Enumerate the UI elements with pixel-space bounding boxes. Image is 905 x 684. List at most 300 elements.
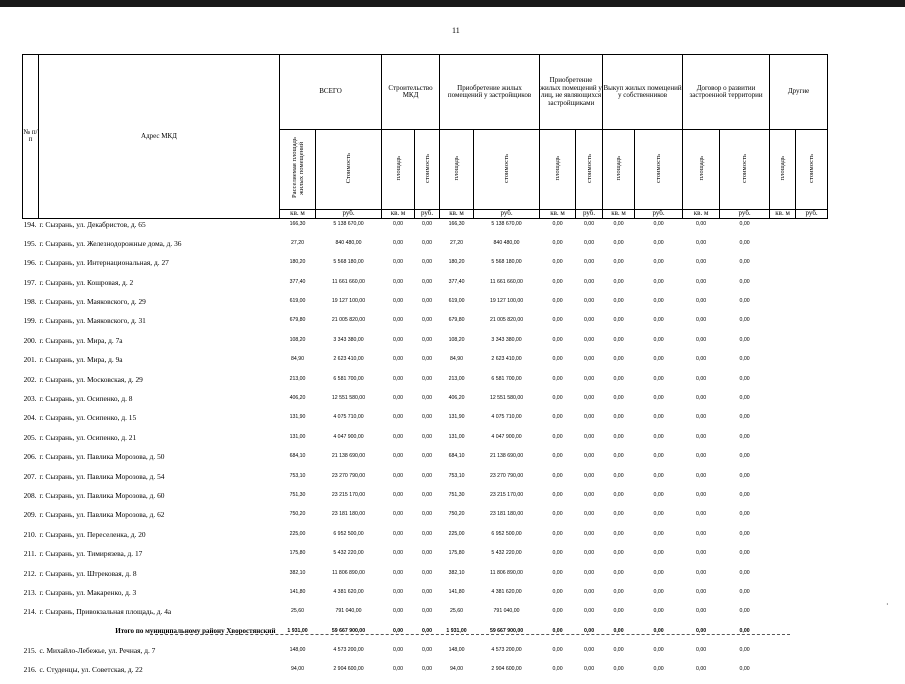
value-cell xyxy=(770,238,796,257)
value-cell: 0,00 xyxy=(583,375,595,382)
value-cell xyxy=(770,626,796,645)
value-cell: 84,90 xyxy=(291,356,304,363)
address-cell xyxy=(23,354,280,373)
value-cell: 0,00 xyxy=(653,530,664,537)
value-cell: 406,20 xyxy=(448,395,465,402)
value-cell: 131,00 xyxy=(448,433,465,440)
table-row xyxy=(23,432,828,451)
address-cell xyxy=(23,393,280,412)
value-cell: 0,00 xyxy=(552,395,563,402)
address-text: г. Сызрань, ул. Павлика Морозова, д. 60 xyxy=(39,490,165,500)
address-text: г. Сызрань, ул. Осипенко, д. 15 xyxy=(39,413,137,423)
value-cell: 0,00 xyxy=(392,259,404,266)
value-cell: 0,00 xyxy=(696,375,707,382)
value-cell: 5 432 220,00 xyxy=(491,550,522,557)
value-cell: 0,00 xyxy=(552,336,563,343)
address-cell xyxy=(23,529,280,548)
value-cell xyxy=(796,393,828,412)
row-number: 215. xyxy=(23,646,37,656)
value-cell: 0,00 xyxy=(392,298,404,305)
subheader-cost-total: Стоимость xyxy=(316,130,382,210)
address-text: г. Сызрань, Привокзальная площадь, д. 4а xyxy=(39,607,172,617)
address-cell xyxy=(23,412,280,431)
value-cell: 0,00 xyxy=(653,491,664,498)
unit-cell: руб. xyxy=(796,209,828,218)
value-cell: 0,00 xyxy=(583,588,595,595)
table-row xyxy=(23,257,828,276)
value-cell: 11 661 660,00 xyxy=(490,278,523,285)
value-cell: 0,00 xyxy=(552,588,563,595)
value-cell xyxy=(770,393,796,412)
value-cell: 84,90 xyxy=(450,356,464,363)
row-number: 209. xyxy=(23,510,37,520)
value-cell: 0,00 xyxy=(613,298,624,305)
address-text: г. Сызрань, ул. Павлика Морозова, д. 54 xyxy=(39,471,165,481)
value-cell: 0,00 xyxy=(552,453,563,460)
value-cell xyxy=(770,296,796,315)
value-cell xyxy=(796,374,828,393)
value-cell: 0,00 xyxy=(421,336,433,343)
value-cell: 0,00 xyxy=(739,278,750,285)
value-cell: 0,00 xyxy=(392,278,404,285)
value-cell: 5 568 180,00 xyxy=(333,259,364,266)
table-row xyxy=(23,277,828,296)
address-cell xyxy=(23,296,280,315)
value-cell: 751,30 xyxy=(448,491,465,498)
value-cell: 0,00 xyxy=(739,569,750,576)
address-text: г. Сызрань, ул. Московская, д. 29 xyxy=(39,374,143,384)
value-cell xyxy=(770,335,796,354)
address-text: г. Сызрань, ул. Мира, д. 7а xyxy=(39,335,123,345)
row-number: 195. xyxy=(23,238,37,248)
value-cell: 619,00 xyxy=(448,298,465,305)
value-cell: 0,00 xyxy=(421,298,433,305)
value-cell: 0,00 xyxy=(583,239,595,246)
value-cell: 0,00 xyxy=(552,491,563,498)
value-cell: 0,00 xyxy=(583,511,595,518)
unit-cell: кв. м xyxy=(280,209,316,218)
value-cell: 3 343 380,00 xyxy=(333,336,364,343)
address-cell xyxy=(23,606,280,625)
value-cell: 131,90 xyxy=(448,414,465,421)
value-cell: 0,00 xyxy=(653,608,664,615)
value-cell: 0,00 xyxy=(583,433,595,440)
value-cell: 131,00 xyxy=(289,433,306,440)
value-cell: 23 181 180,00 xyxy=(331,511,366,518)
value-cell: 0,00 xyxy=(739,666,750,673)
table-row xyxy=(23,490,828,509)
value-cell: 175,80 xyxy=(289,550,306,557)
value-cell: 23 215 170,00 xyxy=(489,491,524,498)
value-cell: 0,00 xyxy=(739,375,750,382)
value-cell: 23 215 170,00 xyxy=(331,491,366,498)
value-cell xyxy=(770,509,796,528)
address-cell xyxy=(23,548,280,567)
value-cell: 4 075 710,00 xyxy=(333,414,364,421)
value-cell: 0,00 xyxy=(392,356,404,363)
value-cell: 0,00 xyxy=(613,491,624,498)
address-text: г. Сызрань, ул. Маяковского, д. 29 xyxy=(39,297,146,307)
row-number: 200. xyxy=(23,335,37,345)
value-cell xyxy=(796,645,828,664)
value-cell: 0,00 xyxy=(583,666,595,673)
row-number: 194. xyxy=(23,219,37,229)
value-cell: 0,00 xyxy=(583,298,595,305)
value-cell: 751,30 xyxy=(289,491,306,498)
value-cell: 0,00 xyxy=(696,511,707,518)
value-cell: 5 138 670,00 xyxy=(333,220,364,227)
value-cell: 0,00 xyxy=(613,278,624,285)
table-header xyxy=(23,55,828,219)
value-cell: 0,00 xyxy=(583,395,595,402)
address-text: г. Сызрань, ул. Тимирязева, д. 17 xyxy=(39,549,143,559)
value-cell xyxy=(770,664,796,683)
header-group-other: Другие xyxy=(770,55,828,130)
row-number: 214. xyxy=(23,607,37,617)
value-cell: 0,00 xyxy=(552,608,563,615)
row-number: 196. xyxy=(23,258,37,268)
row-number: 212. xyxy=(23,568,37,578)
value-cell xyxy=(796,568,828,587)
value-cell: 0,00 xyxy=(613,453,624,460)
value-cell xyxy=(796,490,828,509)
row-number: 210. xyxy=(23,529,37,539)
unit-cell: кв. м xyxy=(603,209,635,218)
table-row xyxy=(23,529,828,548)
value-cell: 619,00 xyxy=(289,298,306,305)
value-cell: 0,00 xyxy=(583,472,595,479)
value-cell: 0,00 xyxy=(552,375,563,382)
address-text: с. Михайло-Лебежье, ул. Речная, д. 7 xyxy=(39,646,156,656)
value-cell: 0,00 xyxy=(613,511,624,518)
address-cell xyxy=(23,335,280,354)
value-cell xyxy=(796,315,828,334)
value-cell: 0,00 xyxy=(613,627,624,634)
top-border-bar xyxy=(0,0,905,7)
value-cell: 0,00 xyxy=(583,414,595,421)
value-cell: 0,00 xyxy=(739,588,750,595)
value-cell: 148,00 xyxy=(448,647,465,654)
value-cell: 0,00 xyxy=(613,336,624,343)
address-text: г. Сызрань, ул. Декабристов, д. 65 xyxy=(39,219,146,229)
value-cell: 0,00 xyxy=(696,395,707,402)
table-row xyxy=(23,218,828,238)
value-cell: 27,20 xyxy=(450,239,464,246)
subheader-cost: стоимость xyxy=(474,130,540,210)
value-cell: 0,00 xyxy=(552,530,563,537)
value-cell: 148,00 xyxy=(289,647,306,654)
unit-cell: кв. м xyxy=(683,209,720,218)
address-text: г. Сызрань, ул. Маяковского, д. 31 xyxy=(39,316,146,326)
table-row xyxy=(23,335,828,354)
value-cell xyxy=(770,374,796,393)
address-cell xyxy=(23,587,280,606)
header-group-construction: Строительство МКД xyxy=(382,55,440,130)
value-cell: 0,00 xyxy=(392,375,404,382)
value-cell: 0,00 xyxy=(613,395,624,402)
value-cell: 0,00 xyxy=(552,569,563,576)
value-cell: 213,00 xyxy=(448,375,465,382)
value-cell: 0,00 xyxy=(739,239,750,246)
value-cell: 0,00 xyxy=(653,550,664,557)
value-cell: 0,00 xyxy=(739,647,750,654)
value-cell: 6 581 700,00 xyxy=(491,375,522,382)
table-row xyxy=(23,509,828,528)
value-cell: 0,00 xyxy=(653,453,664,460)
value-cell: 3 343 380,00 xyxy=(491,336,522,343)
value-cell: 0,00 xyxy=(696,472,707,479)
value-cell: 0,00 xyxy=(552,239,563,246)
value-cell: 0,00 xyxy=(613,259,624,266)
value-cell: 0,00 xyxy=(392,491,404,498)
value-cell: 0,00 xyxy=(421,530,433,537)
value-cell: 0,00 xyxy=(739,550,750,557)
value-cell: 4 573 200,00 xyxy=(333,647,364,654)
subheader-cost: стоимость xyxy=(720,130,770,210)
value-cell: 0,00 xyxy=(421,239,433,246)
value-cell: 0,00 xyxy=(653,627,664,634)
value-cell: 11 806 890,00 xyxy=(332,569,365,576)
value-cell: 0,00 xyxy=(421,647,433,654)
value-cell: 377,40 xyxy=(448,278,465,285)
value-cell: 0,00 xyxy=(739,627,750,634)
value-cell xyxy=(770,548,796,567)
value-cell: 0,00 xyxy=(583,278,595,285)
value-cell: 4 047 900,00 xyxy=(491,433,522,440)
value-cell: 23 270 790,00 xyxy=(331,472,366,479)
value-cell: 0,00 xyxy=(696,608,707,615)
value-cell: 175,80 xyxy=(448,550,465,557)
value-cell: 0,00 xyxy=(552,298,563,305)
address-text: г. Сызрань, ул. Переселенка, д. 20 xyxy=(39,529,146,539)
value-cell xyxy=(770,490,796,509)
value-cell: 0,00 xyxy=(653,395,664,402)
row-number: 197. xyxy=(23,277,37,287)
value-cell: 0,00 xyxy=(392,647,404,654)
address-text: г. Сызрань, ул. Железнодорожные дома, д. 36 xyxy=(39,238,182,248)
value-cell: 0,00 xyxy=(653,356,664,363)
value-cell: 0,00 xyxy=(696,627,707,634)
value-cell: 0,00 xyxy=(739,491,750,498)
address-cell xyxy=(23,218,280,238)
header-group-developer-purchase: Приобретение жилых помещений у застройщиков xyxy=(440,55,540,130)
value-cell: 0,00 xyxy=(552,627,563,634)
value-cell: 679,80 xyxy=(448,317,465,324)
value-cell: 0,00 xyxy=(653,220,664,227)
value-cell xyxy=(770,568,796,587)
unit-cell: руб. xyxy=(635,209,683,218)
subheader-cost: стоимость xyxy=(635,130,683,210)
value-cell: 840 480,00 xyxy=(493,239,520,246)
value-cell: 0,00 xyxy=(696,550,707,557)
value-cell: 166,30 xyxy=(448,220,465,227)
value-cell: 23 270 790,00 xyxy=(489,472,524,479)
address-cell xyxy=(23,490,280,509)
value-cell xyxy=(796,548,828,567)
value-cell: 0,00 xyxy=(421,588,433,595)
row-number: 207. xyxy=(23,471,37,481)
table-row xyxy=(23,645,828,664)
value-cell: 0,00 xyxy=(696,453,707,460)
value-cell: 750,20 xyxy=(448,511,465,518)
value-cell: 0,00 xyxy=(696,336,707,343)
address-cell xyxy=(23,626,280,645)
value-cell: 753,10 xyxy=(448,472,465,479)
value-cell: 0,00 xyxy=(739,530,750,537)
value-cell: 0,00 xyxy=(653,666,664,673)
value-cell: 0,00 xyxy=(552,666,563,673)
address-cell xyxy=(23,645,280,664)
value-cell: 0,00 xyxy=(421,375,433,382)
value-cell: 382,10 xyxy=(448,569,465,576)
value-cell: 131,90 xyxy=(289,414,306,421)
value-cell: 0,00 xyxy=(739,511,750,518)
value-cell: 791 040,00 xyxy=(493,608,520,615)
value-cell: 0,00 xyxy=(392,627,404,634)
value-cell: 0,00 xyxy=(421,278,433,285)
value-cell: 0,00 xyxy=(613,239,624,246)
value-cell: 2 904 600,00 xyxy=(491,666,522,673)
value-cell: 0,00 xyxy=(392,588,404,595)
header-group-buyout: Выкуп жилых помещений у собственников xyxy=(603,55,683,130)
value-cell: 25,60 xyxy=(291,608,304,615)
value-cell: 0,00 xyxy=(653,317,664,324)
value-cell: 0,00 xyxy=(583,608,595,615)
value-cell: 0,00 xyxy=(739,472,750,479)
value-cell: 0,00 xyxy=(613,472,624,479)
value-cell: 406,20 xyxy=(289,395,306,402)
value-cell: 0,00 xyxy=(421,433,433,440)
table-row xyxy=(23,548,828,567)
value-cell: 6 952 500,00 xyxy=(333,530,364,537)
value-cell xyxy=(796,606,828,625)
value-cell: 0,00 xyxy=(613,356,624,363)
value-cell: 0,00 xyxy=(739,336,750,343)
subheader-area: площадь xyxy=(603,130,635,210)
value-cell: 0,00 xyxy=(696,414,707,421)
value-cell: 0,00 xyxy=(653,375,664,382)
value-cell: 0,00 xyxy=(552,259,563,266)
value-cell: 0,00 xyxy=(696,356,707,363)
value-cell: 791 040,00 xyxy=(335,608,362,615)
value-cell: 2 623 410,00 xyxy=(333,356,364,363)
value-cell: 0,00 xyxy=(739,259,750,266)
value-cell xyxy=(770,412,796,431)
unit-cell: кв. м xyxy=(540,209,576,218)
value-cell xyxy=(796,529,828,548)
value-cell: 0,00 xyxy=(696,491,707,498)
value-cell: 684,10 xyxy=(448,453,465,460)
value-cell: 0,00 xyxy=(552,433,563,440)
subheader-area-total: Расселяемая площадь жилых помещений xyxy=(280,130,316,210)
value-cell: 21 138 690,00 xyxy=(331,453,366,460)
value-cell: 0,00 xyxy=(696,239,707,246)
value-cell: 19 127 100,00 xyxy=(489,298,524,305)
value-cell: 0,00 xyxy=(696,666,707,673)
value-cell: 0,00 xyxy=(653,298,664,305)
value-cell: 0,00 xyxy=(421,395,433,402)
value-cell: 0,00 xyxy=(392,608,404,615)
value-cell: 0,00 xyxy=(613,647,624,654)
row-number: 206. xyxy=(23,452,37,462)
value-cell: 0,00 xyxy=(392,550,404,557)
value-cell: 108,20 xyxy=(289,336,306,343)
address-cell xyxy=(23,277,280,296)
value-cell xyxy=(796,432,828,451)
address-text: г. Сызрань, ул. Павлика Морозова, д. 50 xyxy=(39,452,165,462)
value-cell: 2 623 410,00 xyxy=(491,356,522,363)
value-cell: 0,00 xyxy=(392,239,404,246)
row-number: 199. xyxy=(23,316,37,326)
value-cell: 225,00 xyxy=(289,530,306,537)
subheader-area: площадь xyxy=(540,130,576,210)
address-text: г. Сызрань, ул. Штрековая, д. 8 xyxy=(39,568,137,578)
value-cell xyxy=(770,257,796,276)
value-cell: 0,00 xyxy=(583,647,595,654)
value-cell: 11 806 890,00 xyxy=(490,569,523,576)
value-cell: 0,00 xyxy=(421,608,433,615)
value-cell: 27,20 xyxy=(291,239,304,246)
value-cell: 0,00 xyxy=(739,608,750,615)
value-cell: 6 952 500,00 xyxy=(491,530,522,537)
value-cell xyxy=(770,315,796,334)
row-number: 205. xyxy=(23,432,37,442)
value-cell: 0,00 xyxy=(653,647,664,654)
value-cell: 0,00 xyxy=(583,530,595,537)
value-cell: 0,00 xyxy=(653,259,664,266)
value-cell: 4 381 620,00 xyxy=(491,588,522,595)
value-cell: 225,00 xyxy=(448,530,465,537)
row-number: 203. xyxy=(23,394,37,404)
value-cell: 0,00 xyxy=(696,588,707,595)
value-cell: 0,00 xyxy=(552,356,563,363)
address-cell xyxy=(23,257,280,276)
value-cell: 2 904 600,00 xyxy=(333,666,364,673)
value-cell: 0,00 xyxy=(613,666,624,673)
address-cell xyxy=(23,509,280,528)
value-cell xyxy=(796,471,828,490)
value-cell xyxy=(770,277,796,296)
value-cell: 0,00 xyxy=(739,433,750,440)
value-cell: 0,00 xyxy=(653,433,664,440)
subheader-area: площадь xyxy=(382,130,415,210)
address-text: Итого по муниципальному району Хворостянский xyxy=(115,626,276,635)
value-cell: 21 005 820,00 xyxy=(331,317,366,324)
value-cell: 0,00 xyxy=(583,550,595,557)
value-cell: 23 181 180,00 xyxy=(489,511,524,518)
value-cell xyxy=(796,664,828,683)
value-cell: 0,00 xyxy=(583,627,595,634)
address-cell xyxy=(23,471,280,490)
value-cell: 0,00 xyxy=(421,511,433,518)
value-cell: 141,80 xyxy=(289,588,306,595)
value-cell: 0,00 xyxy=(613,530,624,537)
value-cell: 59 667 900,00 xyxy=(331,627,366,634)
value-cell: 180,20 xyxy=(448,259,465,266)
table-row xyxy=(23,412,828,431)
value-cell xyxy=(770,529,796,548)
row-number: 201. xyxy=(23,355,37,365)
value-cell: 0,00 xyxy=(552,511,563,518)
value-cell: 0,00 xyxy=(613,569,624,576)
value-cell: 0,00 xyxy=(421,259,433,266)
table-row xyxy=(23,606,828,625)
value-cell: 4 381 620,00 xyxy=(333,588,364,595)
value-cell xyxy=(796,354,828,373)
value-cell: 0,00 xyxy=(739,414,750,421)
value-cell: 0,00 xyxy=(653,511,664,518)
value-cell: 0,00 xyxy=(653,588,664,595)
